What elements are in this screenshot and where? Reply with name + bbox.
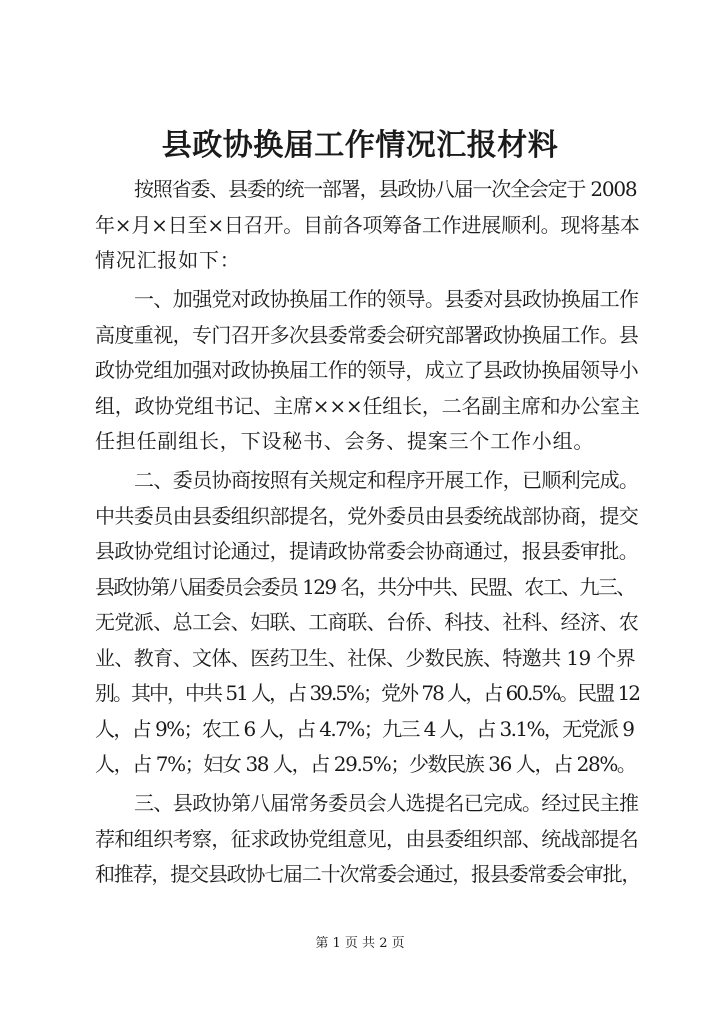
paragraph-1-line-2: 年×月×日至×日召开。目前各项筹备工作进展顺利。现将基本	[95, 213, 640, 237]
paragraph-3-line-9: 人，占 7%；妇女 38 人，占 29.5%；少数民族 36 人，占 28%。	[95, 752, 636, 776]
paragraph-3-line-2: 中共委员由县委组织部提名，党外委员由县委统战部协商，提交	[95, 504, 639, 528]
paragraph-2-line-4: 组，政协党组书记、主席×××任组长，二名副主席和办公室主	[95, 394, 640, 418]
paragraph-3-line-7: 别。其中，中共 51 人，占 39.5%；党外 78 人，占 60.5%。民盟 12	[95, 681, 639, 705]
paragraph-3-line-3: 县政协党组讨论通过，提请政协常委会协商通过，报县委审批。	[95, 539, 639, 563]
paragraph-2-line-5: 任担任副组长，下设秘书、会务、提案三个工作小组。	[95, 429, 595, 453]
document-title: 县政协换届工作情况汇报材料	[161, 128, 559, 163]
paragraph-2-line-2: 高度重视，专门召开多次县委常委会研究部署政协换届工作。县	[95, 323, 639, 347]
paragraph-1-line-1: 按照省委、县委的统一部署，县政协八届一次全会定于 2008	[134, 177, 637, 201]
paragraph-3-line-1: 二、委员协商按照有关规定和程序开展工作，已顺利完成。	[134, 468, 639, 492]
page-number: 第 1 页 共 2 页	[315, 936, 405, 951]
paragraph-3-line-8: 人，占 9%；农工 6 人，占 4.7%；九三 4 人，占 3.1%，无党派 9	[95, 717, 634, 741]
paragraph-2-line-1: 一、加强党对政协换届工作的领导。县委对县政协换届工作	[134, 287, 639, 311]
paragraph-1-line-3: 情况汇报如下：	[95, 248, 241, 272]
paragraph-4-line-3: 和推荐，提交县政协七届二十次常委会通过，报县委常委会审批，	[95, 862, 641, 886]
paragraph-3-line-5: 无党派、总工会、妇联、工商联、台侨、科技、社科、经济、农	[95, 610, 639, 634]
paragraph-4-line-2: 荐和组织考察，征求政协党组意见，由县委组织部、统战部提名	[95, 827, 639, 851]
paragraph-3-line-6: 业、教育、文体、医药卫生、社保、少数民族、特邀共 19 个界	[95, 646, 636, 670]
paragraph-2-line-3: 政协党组加强对政协换届工作的领导，成立了县政协换届领导小	[95, 358, 639, 382]
paragraph-3-line-4: 县政协第八届委员会委员 129 名，共分中共、民盟、农工、九三、	[95, 575, 635, 599]
paragraph-4-line-1: 三、县政协第八届常务委员会人选提名已完成。经过民主推	[134, 791, 639, 815]
